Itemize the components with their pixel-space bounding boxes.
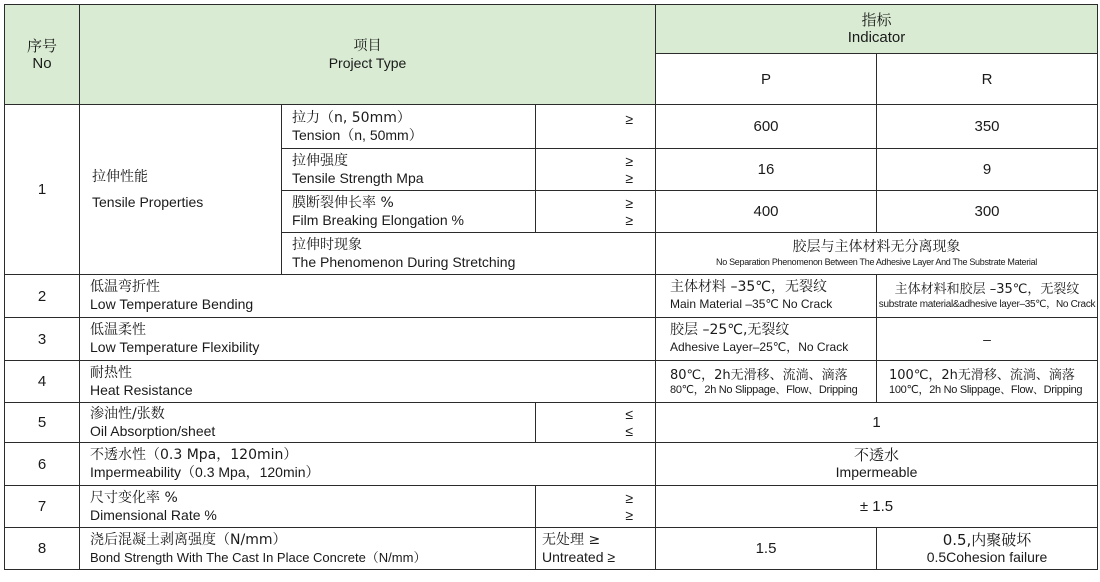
row-3-p-en: Adhesive Layer–25℃，No Crack <box>670 340 849 354</box>
table-row-1 <box>5 105 1098 149</box>
row-4-r <box>877 361 1098 403</box>
row-1d-label <box>282 233 656 275</box>
row-2-p-cn: 主体材料 –35℃，无裂纹 <box>670 279 827 295</box>
row-2-cn: 低温弯折性 <box>90 279 160 295</box>
row-7-sym1: ≥ <box>625 489 633 506</box>
row-8-sub-cn: 无处理 ≥ <box>542 531 601 548</box>
row-2-r <box>877 275 1098 318</box>
header-no-cell <box>5 5 80 105</box>
row-6-label <box>80 443 656 486</box>
row-6-cn: 不透水性（0.3 Mpa，120min） <box>90 447 298 463</box>
row-4-r-en: 100℃，2h No Slippage、Flow、Dripping <box>889 383 1083 396</box>
row-1b-cn: 拉伸强度 <box>292 152 348 169</box>
row-7-cn: 尺寸变化率 % <box>90 489 178 506</box>
row-1c-p: 400 <box>656 191 877 233</box>
row-1c-sym2: ≥ <box>625 211 633 228</box>
row-3-cn: 低温柔性 <box>90 322 146 338</box>
row-1-name-cell <box>80 105 282 275</box>
row-4-en: Heat Resistance <box>90 381 193 398</box>
row-2-p <box>656 275 877 318</box>
row-4-p-cn: 80℃，2h无滑移、流淌、滴落 <box>670 367 848 383</box>
row-3-en: Low Temperature Flexibility <box>90 339 260 355</box>
row-2-p-en: Main Material –35℃ No Crack <box>670 297 833 311</box>
row-1c-sym1: ≥ <box>625 194 633 211</box>
row-8-no: 8 <box>5 528 80 570</box>
row-3-no: 3 <box>5 318 80 361</box>
row-2-label <box>80 275 656 318</box>
row-1b-r: 9 <box>877 149 1098 191</box>
row-7-label <box>80 486 536 528</box>
table-row-8 <box>5 528 1098 570</box>
row-1b-sym2: ≥ <box>625 169 633 186</box>
row-3-p <box>656 318 877 361</box>
row-4-r-cn: 100℃，2h无滑移、流淌、滴落 <box>889 367 1075 383</box>
header-project-cn: 项目 <box>353 37 382 54</box>
row-1b-p: 16 <box>656 149 877 191</box>
row-6-value-cn: 不透水 <box>854 446 900 464</box>
row-6-no: 6 <box>5 443 80 486</box>
row-2-no: 2 <box>5 275 80 318</box>
row-8-r-cn: 0.5,内聚破坏 <box>942 530 1032 549</box>
row-8-en: Bond Strength With The Cast In Place Concrete（N/mm） <box>90 549 427 565</box>
row-7-value: ± 1.5 <box>656 486 1098 528</box>
row-1c-sym <box>536 191 656 233</box>
row-5-sym2: ≤ <box>625 422 633 439</box>
table-row-7 <box>5 486 1098 528</box>
row-1-no: 1 <box>5 105 80 275</box>
row-4-cn: 耐热性 <box>90 364 132 381</box>
row-1c-r: 300 <box>877 191 1098 233</box>
row-3-r: – <box>877 318 1098 361</box>
row-1b-sym <box>536 149 656 191</box>
header-col-p: P <box>656 54 877 105</box>
header-no-en: No <box>32 54 52 72</box>
row-8-sub-en: Untreated ≥ <box>542 548 616 565</box>
table-row-6 <box>5 443 1098 486</box>
row-1d-value-cn: 胶层与主体材料无分离现象 <box>792 238 961 255</box>
row-1b-sym1: ≥ <box>625 152 633 169</box>
header-indicator-en: Indicator <box>847 29 906 46</box>
row-5-no: 5 <box>5 403 80 443</box>
row-7-sym2: ≥ <box>625 506 633 523</box>
row-5-value: 1 <box>656 403 1098 443</box>
row-4-p-en: 80℃，2h No Slippage、Flow、Dripping <box>670 383 858 396</box>
table-row-5 <box>5 403 1098 443</box>
row-7-en: Dimensional Rate % <box>90 506 217 523</box>
row-2-r-en: substrate material&adhesive layer–35℃，No Crack <box>878 299 1096 310</box>
header-no-cn: 序号 <box>26 36 57 55</box>
row-8-cn: 浇后混凝土剥离强度（N/mm） <box>90 531 287 548</box>
row-4-label <box>80 361 656 403</box>
row-5-en: Oil Absorption/sheet <box>90 422 216 439</box>
row-1c-cn: 膜断裂伸长率 % <box>292 194 394 211</box>
spec-table <box>4 4 1098 570</box>
row-2-en: Low Temperature Bending <box>90 296 254 312</box>
row-1-name-en: Tensile Properties <box>92 193 204 210</box>
row-6-value-en: Impermeable <box>835 464 918 480</box>
header-col-r: R <box>877 54 1098 105</box>
header-project-en: Project Type <box>328 54 407 71</box>
row-1-name-cn: 拉伸性能 <box>92 168 148 185</box>
table-row-3 <box>5 318 1098 361</box>
row-1b-en: Tensile Strength Mpa <box>292 169 424 186</box>
row-6-value <box>656 443 1098 486</box>
header-indicator-cell <box>656 5 1098 54</box>
row-1a-p: 600 <box>656 105 877 149</box>
row-1c-en: Film Breaking Elongation % <box>292 211 464 228</box>
row-3-p-cn: 胶层 –25℃,无裂纹 <box>670 322 790 338</box>
row-5-sym1: ≤ <box>625 405 633 422</box>
row-1a-cn: 拉力（n, 50mm） <box>292 109 411 126</box>
row-1d-en: The Phenomenon During Stretching <box>292 253 516 270</box>
row-6-en: Impermeability（0.3 Mpa，120min） <box>90 464 320 480</box>
row-5-label <box>80 403 536 443</box>
row-5-cn: 渗油性/张数 <box>90 405 165 422</box>
row-5-sym <box>536 403 656 443</box>
row-7-sym <box>536 486 656 528</box>
row-8-sub <box>536 528 656 570</box>
row-8-r <box>877 528 1098 570</box>
row-1d-cn: 拉伸时现象 <box>292 236 362 253</box>
row-8-label <box>80 528 536 570</box>
row-2-r-cn: 主体材料和胶层 –35℃，无裂纹 <box>894 282 1080 297</box>
row-1d-value <box>656 233 1098 275</box>
row-3-label <box>80 318 656 361</box>
row-8-p: 1.5 <box>656 528 877 570</box>
row-1a-sym1: ≥ <box>625 111 633 127</box>
row-4-p <box>656 361 877 403</box>
row-1c-label <box>282 191 536 233</box>
header-project-cell <box>80 5 656 105</box>
row-1a-r: 350 <box>877 105 1098 149</box>
row-4-no: 4 <box>5 361 80 403</box>
row-1a-en: Tension（n, 50mm） <box>292 126 423 143</box>
row-1d-value-en: No Separation Phenomenon Between The Adhesive Layer And The Substrate Material <box>716 256 1037 267</box>
table-row-4 <box>5 361 1098 403</box>
row-7-no: 7 <box>5 486 80 528</box>
row-1a-label <box>282 105 536 149</box>
row-8-r-en: 0.5Cohesion failure <box>926 548 1048 565</box>
row-1a-sym <box>536 105 656 149</box>
table-row-2 <box>5 275 1098 318</box>
row-1b-label <box>282 149 536 191</box>
header-indicator-cn: 指标 <box>861 11 892 29</box>
